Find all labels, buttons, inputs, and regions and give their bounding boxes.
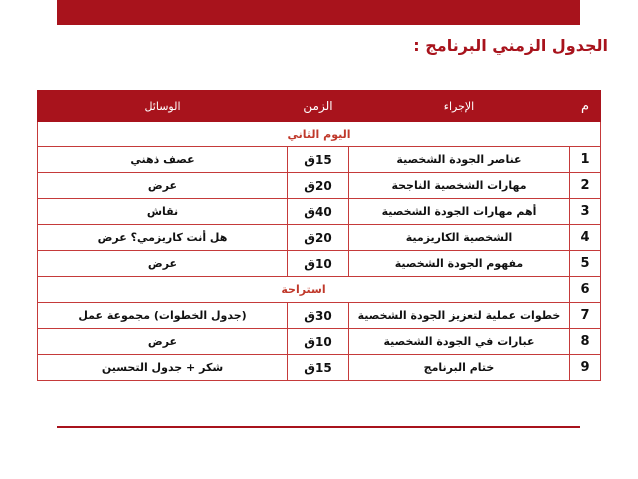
row-procedure: الشخصية الكاريزمية (349, 225, 570, 251)
header-time: الزمن (288, 91, 349, 122)
row-procedure: مفهوم الجودة الشخصية (349, 251, 570, 277)
row-num: 5 (570, 251, 601, 277)
row-num: 4 (570, 225, 601, 251)
header-procedure: الإجراء (349, 91, 570, 122)
table-row (38, 199, 601, 225)
row-num: 3 (570, 199, 601, 225)
row-num: 1 (570, 147, 601, 173)
table-row (38, 251, 601, 277)
schedule-table (37, 90, 601, 381)
top-banner (57, 0, 580, 25)
row-procedure: أهم مهارات الجودة الشخصية (349, 199, 570, 225)
row-procedure: عبارات في الجودة الشخصية (349, 329, 570, 355)
header-num: م (570, 91, 601, 122)
row-num: 9 (570, 355, 601, 381)
row-tools: شكر + جدول التحسين (38, 355, 288, 381)
schedule-table-container (37, 90, 601, 381)
row-procedure: عناصر الجودة الشخصية (349, 147, 570, 173)
row-num: 2 (570, 173, 601, 199)
row-tools: هل أنت كاريزمي؟ عرض (38, 225, 288, 251)
row-time: 10ق (288, 329, 349, 355)
row-procedure: خطوات عملية لتعزيز الجودة الشخصية (349, 303, 570, 329)
row-num: 7 (570, 303, 601, 329)
table-row (38, 329, 601, 355)
table-row (38, 303, 601, 329)
header-tools: الوسائل (38, 91, 288, 122)
row-time: 30ق (288, 303, 349, 329)
break-label: استراحة (38, 277, 570, 303)
row-tools: عرض (38, 329, 288, 355)
row-tools: عرض (38, 251, 288, 277)
table-row (38, 173, 601, 199)
row-num: 6 (570, 277, 601, 303)
row-procedure: ختام البرنامج (349, 355, 570, 381)
row-time: 15ق (288, 355, 349, 381)
row-time: 40ق (288, 199, 349, 225)
row-tools: عصف ذهني (38, 147, 288, 173)
row-time: 20ق (288, 225, 349, 251)
table-row (38, 355, 601, 381)
row-tools: نقاش (38, 199, 288, 225)
break-row (38, 277, 601, 303)
row-time: 10ق (288, 251, 349, 277)
bottom-divider (57, 426, 580, 428)
row-tools: عرض (38, 173, 288, 199)
row-tools: (جدول الخطوات) مجموعة عمل (38, 303, 288, 329)
day-label: اليوم الثاني (38, 122, 601, 147)
row-time: 15ق (288, 147, 349, 173)
table-header-row (38, 91, 601, 122)
row-num: 8 (570, 329, 601, 355)
row-procedure: مهارات الشخصية الناجحة (349, 173, 570, 199)
page-title: الجدول الزمني البرنامج : (413, 36, 608, 55)
table-row (38, 225, 601, 251)
table-row (38, 147, 601, 173)
row-time: 20ق (288, 173, 349, 199)
day-section-row (38, 122, 601, 147)
